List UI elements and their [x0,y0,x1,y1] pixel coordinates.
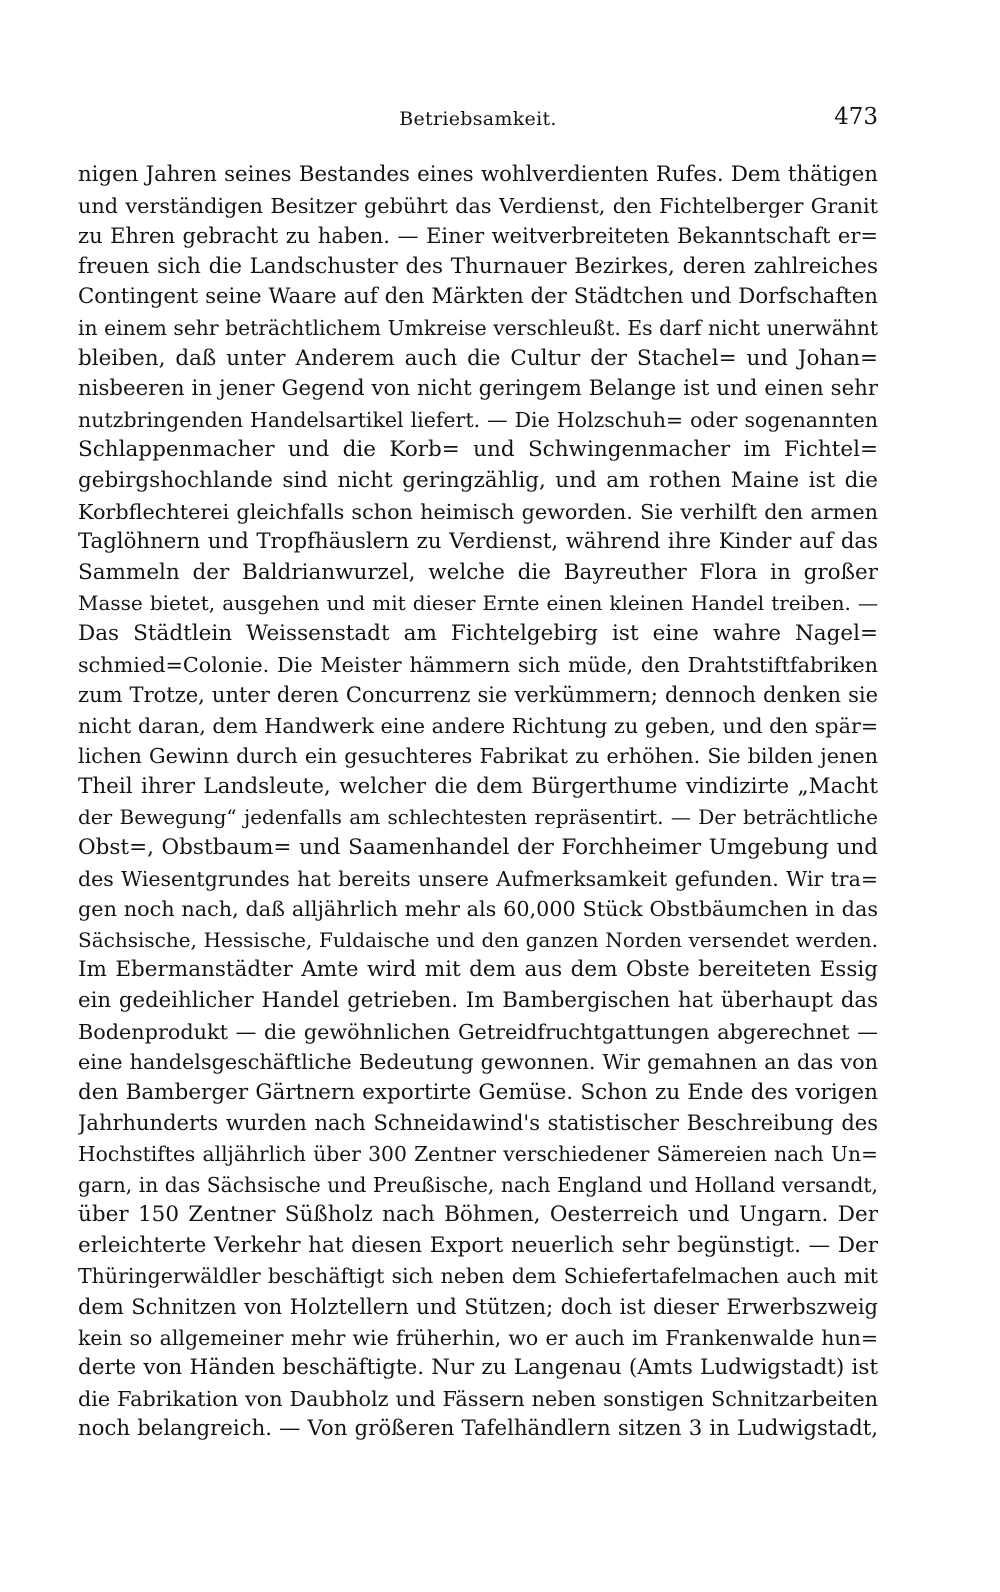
text-line: gen noch nach, daß alljährlich mehr als 60,000 Stück Obstbäumchen in das [78,897,878,922]
text-line: noch belangreich. — Von größeren Tafelhändlern sitzen 3 in Ludwigstadt, [78,1416,878,1442]
running-title: Betriebsamkeit. [399,108,557,130]
text-line: Jahrhunderts wurden nach Schneidawind's statistischer Beschreibung des [78,1111,878,1136]
text-line: ein gedeihlicher Handel getrieben. Im Bambergischen hat überhaupt das [78,988,878,1014]
text-line: garn, in das Sächsische und Preußische, nach England und Holland versandt, [78,1172,878,1197]
text-line: Hochstiftes alljährlich über 300 Zentner verschiedener Sämereien nach Un= [78,1142,878,1166]
text-line: Sammeln der Baldrianwurzel, welche die Bayreuther Flora in großer [78,559,878,585]
text-line: und verständigen Besitzer gebührt das Verdienst, den Fichtelberger Granit [78,193,878,218]
text-line: zu Ehren gebracht zu haben. — Einer weitverbreiteten Bekanntschaft er= [78,224,878,249]
text-line: erleichterte Verkehr hat diesen Export neuerlich sehr begünstigt. — Der [78,1232,878,1258]
text-line: Masse bietet, ausgehen und mit dieser Ernte einen kleinen Handel treiben. — [78,591,878,616]
text-line: Sächsische, Hessische, Fuldaische und den ganzen Norden versendet werden. [78,927,878,952]
text-line: Contingent seine Waare auf den Märkten der Städtchen und Dorfschaften [78,284,878,310]
text-line: Theil ihrer Landsleute, welcher die dem Bürgerthume vindizirte „Macht [78,773,878,799]
text-line: eine handelsgeschäftliche Bedeutung gewonnen. Wir gemahnen an das von [78,1050,878,1075]
text-line: Bodenprodukt — die gewöhnlichen Getreidfruchtgattungen abgerechnet — [78,1019,878,1044]
page-number: 473 [834,104,878,130]
text-line: nutzbringenden Handelsartikel liefert. — Die Holzschuh= oder sogenannten [78,407,878,432]
text-line: die Fabrikation von Daubholz und Fässern neben sonstigen Schnitzarbeiten [78,1386,878,1411]
text-line: des Wiesentgrundes hat bereits unsere Aufmerksamkeit gefunden. Wir tra= [78,866,878,891]
text-line: freuen sich die Landschuster des Thurnauer Bezirkes, deren zahlreiches [78,253,878,279]
text-line: kein so allgemeiner mehr wie früherhin, wo er auch im Frankenwalde hun= [78,1325,878,1350]
text-line: Thüringerwäldler beschäftigt sich neben dem Schiefertafelmachen auch mit [78,1264,878,1289]
text-line: bleiben, daß unter Anderem auch die Cultur der Stachel= und Johan= [78,345,878,371]
text-line: Schlappenmacher und die Korb= und Schwingenmacher im Fichtel= [78,437,878,463]
text-line: nisbeeren in jener Gegend von nicht geringem Belange ist und einen sehr [78,376,878,402]
running-head [78,104,878,138]
text-line: Das Städtlein Weissenstadt am Fichtelgebirg ist eine wahre Nagel= [78,620,878,646]
text-line: Im Ebermanstädter Amte wird mit dem aus dem Obste bereiteten Essig [78,957,878,983]
text-line: zum Trotze, unter deren Concurrenz sie verkümmern; dennoch denken sie [78,683,878,708]
text-line: Obst=, Obstbaum= und Saamenhandel der Forchheimer Umgebung und [78,835,878,861]
text-line: derte von Händen beschäftigte. Nur zu Langenau (Amts Ludwigstadt) ist [78,1355,878,1381]
text-line: gebirgshochlande sind nicht geringzählig, und am rothen Maine ist die [78,467,878,493]
text-line: nicht daran, dem Handwerk eine andere Richtung zu geben, und den spär= [78,713,878,738]
body-text [78,160,878,1445]
text-line: nigen Jahren seines Bestandes eines wohlverdienten Rufes. Dem thätigen [78,162,878,187]
text-line: lichen Gewinn durch ein gesuchteres Fabrikat zu erhöhen. Sie bilden jenen [78,744,878,769]
text-line: in einem sehr beträchtlichem Umkreise verschleußt. Es darf nicht unerwähnt [78,315,878,340]
text-line: dem Schnitzen von Holztellern und Stützen; doch ist dieser Erwerbszweig [78,1294,878,1319]
text-line: über 150 Zentner Süßholz nach Böhmen, Oesterreich und Ungarn. Der [78,1202,878,1228]
text-line: Taglöhnern und Tropfhäuslern zu Verdienst, während ihre Kinder auf das [78,529,878,555]
text-line: der Bewegung“ jedenfalls am schlechtesten repräsentirt. — Der beträchtliche [78,805,878,830]
text-line: Korbflechterei gleichfalls schon heimisch geworden. Sie verhilft den armen [78,499,878,524]
text-line: schmied=Colonie. Die Meister hämmern sich müde, den Drahtstiftfabriken [78,652,878,677]
text-line: den Bamberger Gärtnern exportirte Gemüse. Schon zu Ende des vorigen [78,1079,878,1105]
